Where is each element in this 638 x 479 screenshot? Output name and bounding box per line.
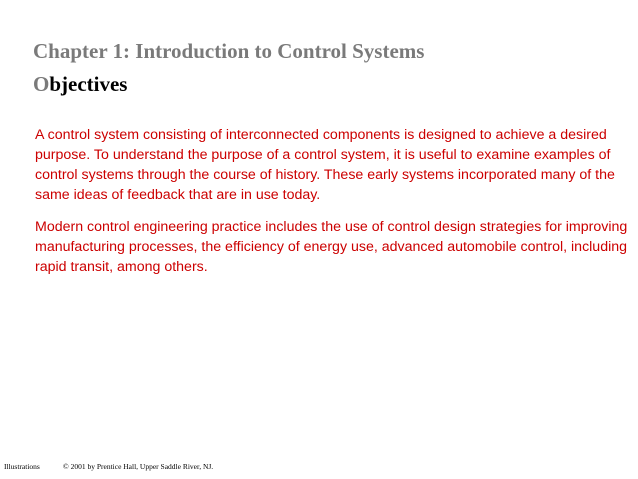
slide-title: Chapter 1: Introduction to Control Systems — [33, 39, 425, 63]
slide-subtitle — [33, 72, 127, 97]
body-paragraph-1: A control system consisting of interconnected components is designed to achieve a desired purpose. To understand the purpose of a control system, it is useful to examine examples of control systems through the course of history. These early systems incorporated many of the same ideas of feedback that are in use today. — [35, 127, 615, 203]
subtitle-rest: bjectives — [49, 72, 128, 96]
footer-label: Illustrations — [4, 462, 40, 471]
slide-body — [35, 125, 633, 289]
body-paragraph-2: Modern control engineering practice includes the use of control design strategies for improving manufacturing processes, the efficiency of energy use, advanced automobile control, including rapid transit, among others. — [35, 219, 628, 275]
subtitle-first-letter: O — [33, 72, 50, 96]
footer-copyright: © 2001 by Prentice Hall, Upper Saddle River, NJ. — [63, 462, 214, 471]
